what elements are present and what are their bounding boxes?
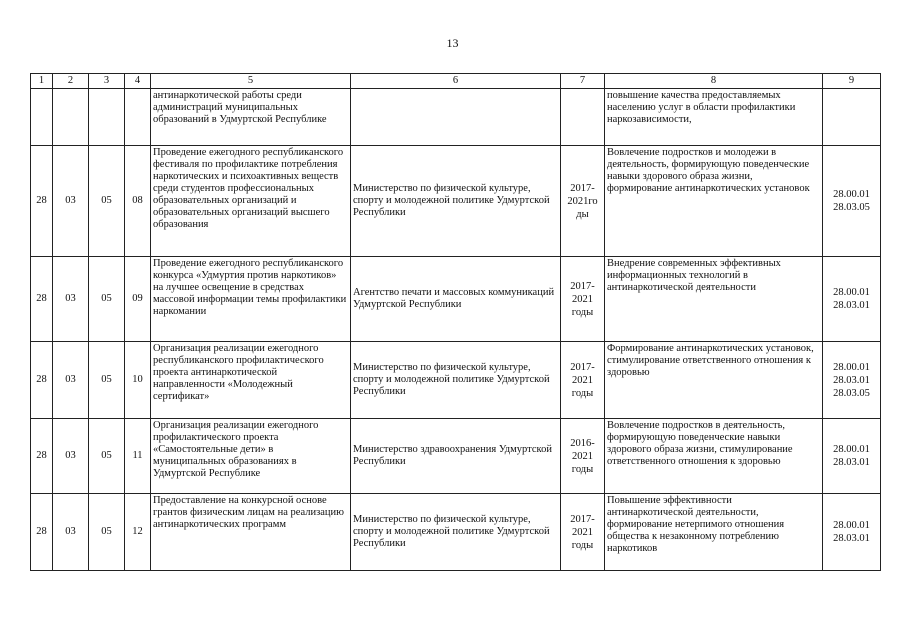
expected-result-cell: Формирование антинаркотических установок, стимулирование ответственного отношения к здоровью — [605, 342, 823, 419]
column-number: 6 — [351, 74, 561, 89]
target-code: 28.03.01 — [833, 533, 870, 544]
executor-cell: Министерство по физической культуре, спорту и молодежной политике Удмуртской Республики — [351, 494, 561, 571]
column-number: 8 — [605, 74, 823, 89]
target-code: 28.03.01 — [833, 374, 870, 386]
target-code: 28.00.01 — [833, 361, 870, 373]
period-cell: 2017-2021 годы — [561, 257, 605, 342]
code-cell: 03 — [53, 146, 89, 257]
expected-result-cell: Повышение эффективности антинаркотической деятельности, формирование нетерпимого отношения общества к незаконному потреблению наркотиков — [605, 494, 823, 571]
column-number: 4 — [125, 74, 151, 89]
code-cell: 10 — [125, 342, 151, 419]
target-code: 28.03.01 — [833, 457, 870, 468]
expected-result-cell: Вовлечение подростков и молодежи в деятельность, формирующую поведенческие навыки здорового образа жизни, формирование антинаркотических установок — [605, 146, 823, 257]
code-cell: 28 — [31, 342, 53, 419]
expected-result-cell: повышение качества предоставляемых населению услуг в области профилактики наркозависимости, — [605, 89, 823, 146]
code-cell: 05 — [89, 257, 125, 342]
column-number-row — [31, 74, 881, 89]
code-cell: 12 — [125, 494, 151, 571]
code-cell: 05 — [89, 146, 125, 257]
executor-cell: Министерство здравоохранения Удмуртской Республики — [351, 419, 561, 494]
event-name-cell: антинаркотической работы среди администраций муниципальных образований в Удмуртской Республике — [151, 89, 351, 146]
column-number: 3 — [89, 74, 125, 89]
code-cell: 11 — [125, 419, 151, 494]
period-cell: 2017-2021го ды — [561, 146, 605, 257]
code-cell: 05 — [89, 494, 125, 571]
code-cell: 03 — [53, 257, 89, 342]
target-codes-cell — [823, 342, 881, 419]
target-codes-cell — [823, 146, 881, 257]
expected-result-cell: Внедрение современных эффективных информационных технологий в антинаркотической деятельности — [605, 257, 823, 342]
code-cell: 09 — [125, 257, 151, 342]
column-number: 1 — [31, 74, 53, 89]
executor-cell: Агентство печати и массовых коммуникаций Удмуртской Республики — [351, 257, 561, 342]
code-cell: 28 — [31, 494, 53, 571]
column-number: 9 — [823, 74, 881, 89]
period-cell: 2017-2021 годы — [561, 342, 605, 419]
code-cell: 28 — [31, 419, 53, 494]
code-cell: 03 — [53, 419, 89, 494]
page-number: 13 — [446, 36, 459, 50]
target-code: 28.00.01 — [833, 444, 870, 455]
event-name-cell: Проведение ежегодного республиканского конкурса «Удмуртия против наркотиков» на лучшее освещение в средствах массовой информации темы профилактики наркомании — [151, 257, 351, 342]
target-codes-cell — [823, 419, 881, 494]
table-row — [31, 146, 881, 257]
code-cell: 05 — [89, 419, 125, 494]
event-name-cell: Организация реализации ежегодного республиканского профилактического проекта антинаркотической направленности «Молодежный сертификат» — [151, 342, 351, 419]
code-cell: 03 — [53, 342, 89, 419]
event-name-cell: Предоставление на конкурсной основе грантов физическим лицам на реализацию антинаркотических программ — [151, 494, 351, 571]
target-code: 28.00.01 — [833, 520, 870, 531]
executor-cell: Министерство по физической культуре, спорту и молодежной политике Удмуртской Республики — [351, 342, 561, 419]
table-row — [31, 494, 881, 571]
event-name-cell: Проведение ежегодного республиканского фестиваля по профилактике потребления наркотических и психоактивных веществ среди студентов профессиональных образовательных организаций и образовательных организаций высшего образования — [151, 146, 351, 257]
column-number: 7 — [561, 74, 605, 89]
event-name-cell: Организация реализации ежегодного профилактического проекта «Самостоятельные дети» в муниципальных образованиях в Удмуртской Республике — [151, 419, 351, 494]
target-code: 28.03.05 — [833, 202, 870, 213]
code-cell: 28 — [31, 257, 53, 342]
target-codes-cell — [823, 257, 881, 342]
column-number: 5 — [151, 74, 351, 89]
column-number: 2 — [53, 74, 89, 89]
code-cell: 05 — [89, 342, 125, 419]
target-codes-cell — [823, 494, 881, 571]
table-row — [31, 419, 881, 494]
target-code: 28.00.01 — [833, 287, 870, 298]
target-code: 28.03.01 — [833, 300, 870, 311]
table-row — [31, 342, 881, 419]
executor-cell: Министерство по физической культуре, спорту и молодежной политике Удмуртской Республики — [351, 146, 561, 257]
continuation-row — [31, 89, 881, 146]
period-cell: 2017-2021 годы — [561, 494, 605, 571]
period-cell: 2016-2021 годы — [561, 419, 605, 494]
table-row — [31, 257, 881, 342]
program-table — [30, 73, 881, 571]
code-cell: 08 — [125, 146, 151, 257]
code-cell: 28 — [31, 146, 53, 257]
expected-result-cell: Вовлечение подростков в деятельность, формирующую поведенческие навыки здорового образа жизни, стимулирование ответственного отношения к здоровью — [605, 419, 823, 494]
target-code: 28.00.01 — [833, 189, 870, 200]
target-code: 28.03.05 — [833, 387, 870, 399]
code-cell: 03 — [53, 494, 89, 571]
